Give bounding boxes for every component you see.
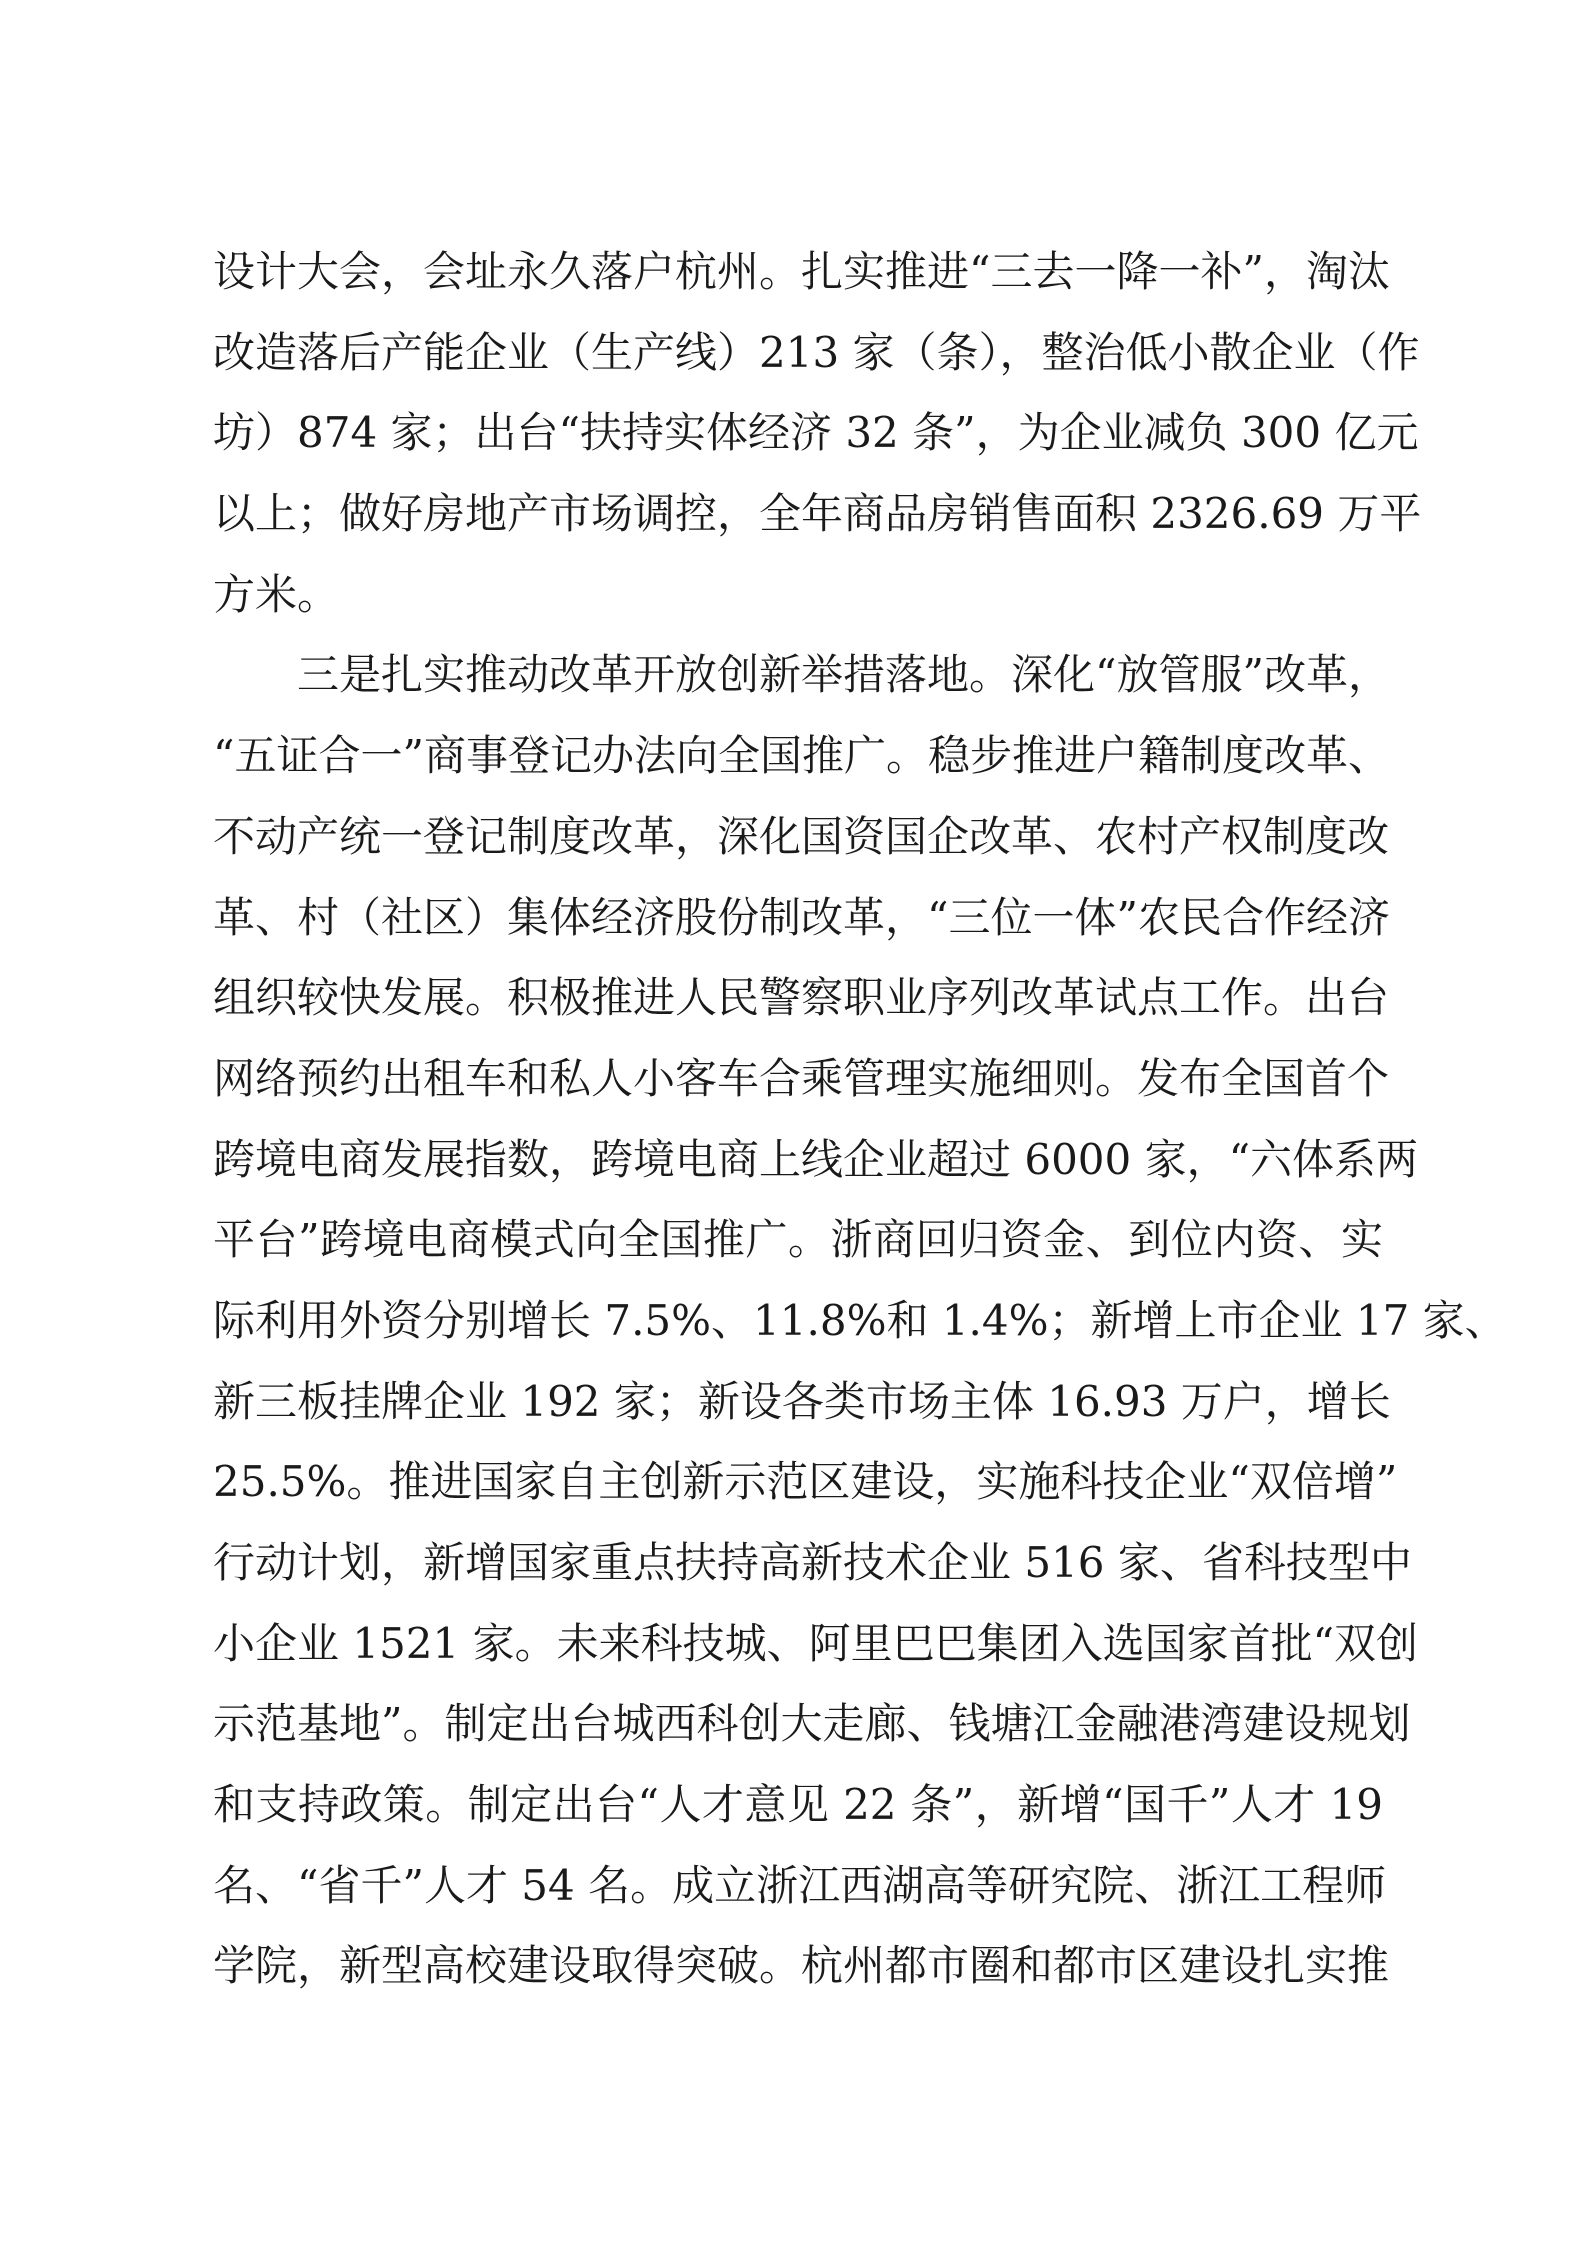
paragraph-start-line: 三是扎实推动改革开放创新举措落地。深化“放管服”改革， (213, 650, 1390, 700)
text-line: 平台”跨境电商模式向全国推广。浙商回归资金、到位内资、实 (213, 1215, 1383, 1265)
text-line: 革、村（社区）集体经济股份制改革，“三位一体”农民合作经济 (213, 892, 1390, 942)
text-line: 改造落后产能企业（生产线）213 家（条），整治低小散企业（作 (213, 327, 1420, 377)
text-line: 不动产统一登记制度改革，深化国资国企改革、农村产权制度改 (213, 811, 1390, 861)
text-line: 小企业 1521 家。未来科技城、阿里巴巴集团入选国家首批“双创 (213, 1618, 1419, 1668)
text-line: “五证合一”商事登记办法向全国推广。稳步推进户籍制度改革、 (213, 731, 1390, 781)
text-line: 设计大会，会址永久落户杭州。扎实推进“三去一降一补”，淘汰 (213, 247, 1390, 296)
text-line: 名、“省千”人才 54 名。成立浙江西湖高等研究院、浙江工程师 (213, 1860, 1387, 1910)
text-line: 网络预约出租车和私人小客车合乘管理实施细则。发布全国首个 (213, 1053, 1390, 1103)
text-line: 方米。 (213, 569, 340, 619)
body-text (213, 232, 1507, 2007)
text-line: 以上；做好房地产市场调控，全年商品房销售面积 2326.69 万平 (213, 489, 1422, 539)
text-line: 和支持政策。制定出台“人才意见 22 条”，新增“国千”人才 19 (213, 1780, 1383, 1830)
text-line: 跨境电商发展指数，跨境电商上线企业超过 6000 家，“六体系两 (213, 1134, 1419, 1184)
text-line: 组织较快发展。积极推进人民警察职业序列改革试点工作。出台 (213, 973, 1390, 1023)
text-line: 学院，新型高校建设取得突破。杭州都市圈和都市区建设扎实推 (213, 1941, 1390, 1991)
text-line: 25.5%。推进国家自主创新示范区建设，实施科技企业“双倍增” (213, 1457, 1398, 1507)
text-line: 示范基地”。制定出台城西科创大走廊、钱塘江金融港湾建设规划 (213, 1699, 1411, 1749)
text-line: 坊）874 家；出台“扶持实体经济 32 条”，为企业减负 300 亿元 (213, 408, 1419, 458)
text-line: 际利用外资分别增长 7.5%、11.8%和 1.4%；新增上市企业 17 家、 (213, 1295, 1507, 1345)
text-line: 行动计划，新增国家重点扶持高新技术企业 516 家、省科技型中 (213, 1538, 1412, 1587)
text-line: 新三板挂牌企业 192 家；新设各类市场主体 16.93 万户，增长 (213, 1376, 1391, 1426)
